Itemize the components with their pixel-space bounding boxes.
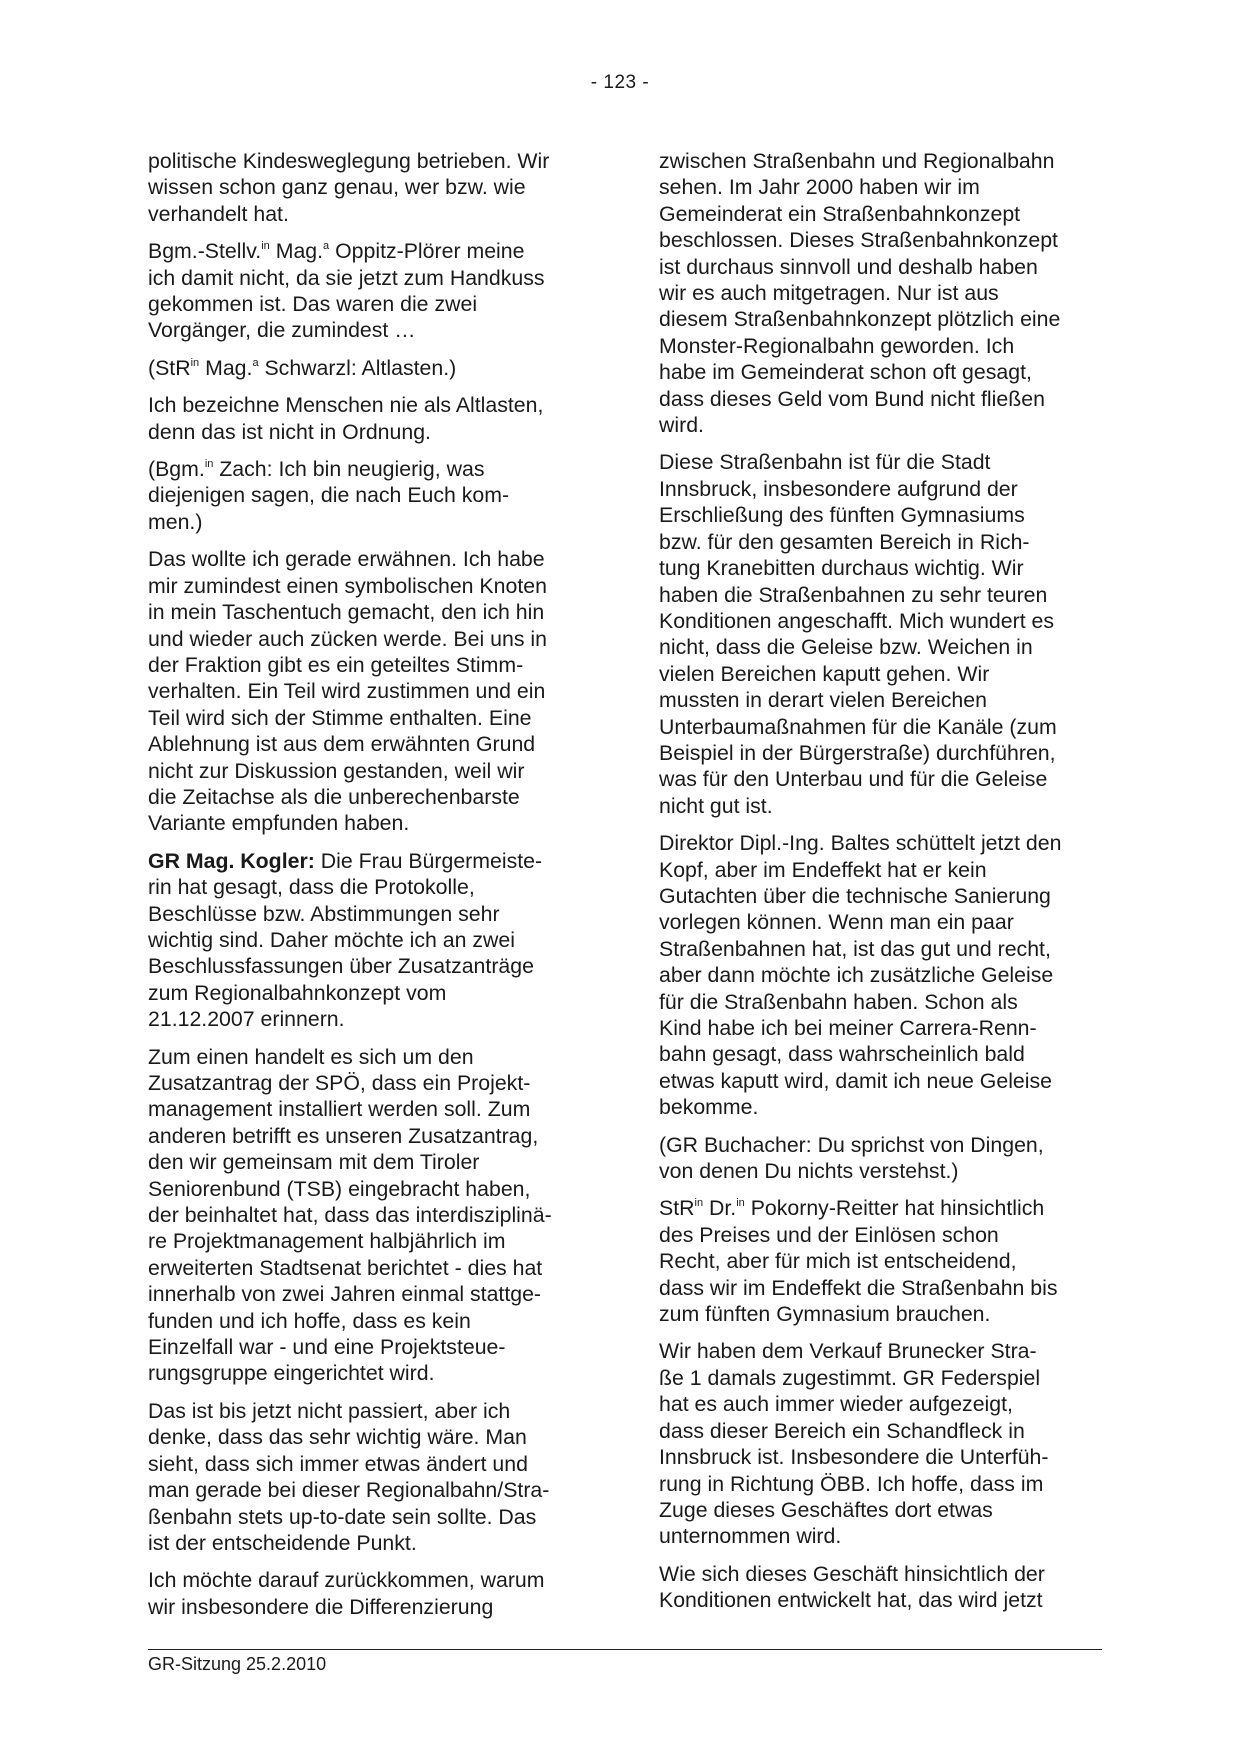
text-line: gekommen ist. Das waren die zwei: [148, 292, 478, 317]
text-line: ße 1 damals zugestimmt. GR Federspiel: [659, 1365, 1041, 1390]
text-line: unternommen wird.: [659, 1524, 842, 1549]
text-line: bahn gesagt, dass wahrscheinlich bald: [659, 1042, 1025, 1067]
text-line: Diese Straßenbahn ist für die Stadt: [659, 450, 991, 475]
text-line: beschlossen. Dieses Straßenbahnkonzept: [659, 228, 1058, 253]
text-line: nicht zur Diskussion gestanden, weil wir: [148, 758, 525, 783]
text-line: men.): [148, 509, 203, 534]
text-line: wird.: [659, 413, 704, 438]
text-line: der Fraktion gibt es ein geteiltes Stimm-: [148, 652, 524, 677]
text-line: Variante empfunden haben.: [148, 811, 410, 836]
text-line: vorlegen können. Wenn man ein paar: [659, 910, 1014, 935]
text-line: Ich bezeichne Menschen nie als Altlasten,: [148, 393, 544, 418]
text-line: Seniorenbund (TSB) eingebracht haben,: [148, 1176, 531, 1201]
text-line: zum fünften Gymnasium brauchen.: [659, 1302, 991, 1327]
left-paragraph-5: [148, 456, 618, 535]
text-line: wir insbesondere die Differenzierung: [148, 1594, 494, 1619]
text-line: sieht, dass sich immer etwas ändert und: [148, 1451, 528, 1476]
text-line: haben die Straßenbahnen zu sehr teuren: [659, 582, 1048, 607]
text-line: denn das ist nicht in Ordnung.: [148, 419, 431, 444]
text-line: re Projektmanagement halbjährlich im: [148, 1229, 506, 1254]
text-line: vielen Bereichen kaputt gehen. Wir: [659, 661, 990, 686]
text-line: Einzelfall war - und eine Projektsteue-: [148, 1335, 506, 1360]
text-line: rungsgruppe eingerichtet wird.: [148, 1361, 435, 1386]
text-line: Konditionen angeschafft. Mich wundert es: [659, 608, 1055, 633]
text-line: bzw. für den gesamten Bereich in Rich-: [659, 529, 1030, 554]
page-number: - 123 -: [590, 72, 650, 93]
right-paragraph-2: [659, 449, 1129, 819]
right-paragraph-5: [659, 1195, 1129, 1327]
text-line: Teil wird sich der Stimme enthalten. Eine: [148, 705, 532, 730]
text-line: verhalten. Ein Teil wird zustimmen und ein: [148, 679, 546, 704]
text-line: dass dieses Geld vom Bund nicht fließen: [659, 386, 1045, 411]
right-column: [659, 148, 1129, 1625]
text-line: (GR Buchacher: Du sprichst von Dingen,: [659, 1132, 1044, 1157]
text-line: Kopf, aber im Endeffekt hat er kein: [659, 857, 987, 882]
footer-session-date: GR-Sitzung 25.2.2010: [148, 1654, 327, 1674]
text-line: den wir gemeinsam mit dem Tiroler: [148, 1150, 480, 1175]
text-line: Zusatzantrag der SPÖ, dass ein Projekt-: [148, 1071, 531, 1095]
text-line: tung Kranebitten durchaus wichtig. Wir: [659, 556, 1024, 581]
text-line: ßenbahn stets up-to-date sein sollte. Das: [148, 1504, 537, 1529]
left-paragraph-9: [148, 1398, 618, 1556]
right-paragraph-6: [659, 1338, 1129, 1549]
text-line: GR Mag. Kogler: Die Frau Bürgermeiste-: [148, 848, 543, 873]
right-paragraph-1: [659, 148, 1129, 438]
footer-divider: [148, 1649, 1102, 1650]
text-line: in mein Taschentuch gemacht, den ich hin: [148, 600, 545, 625]
text-line: Innsbruck, insbesondere aufgrund der: [659, 476, 1018, 501]
text-line: die Zeitachse als die unberechenbarste: [148, 784, 520, 809]
text-line: wir es auch mitgetragen. Nur ist aus: [659, 281, 999, 306]
text-line: innerhalb von zwei Jahren einmal stattge-: [148, 1282, 542, 1307]
text-line: etwas kaputt wird, damit ich neue Geleise: [659, 1068, 1053, 1093]
text-line: Zuge dieses Geschäftes dort etwas: [659, 1497, 993, 1522]
text-line: Recht, aber für mich ist entscheidend,: [659, 1249, 1017, 1274]
text-line: Bgm.-Stellv.$^{in}$ Mag.$^a$ Oppitz-Plörer meine: [148, 239, 525, 264]
text-line: Gutachten über die technische Sanierung: [659, 883, 1051, 908]
text-line: denke, dass das sehr wichtig wäre. Man: [148, 1425, 527, 1450]
text-line: Beschlussfassungen über Zusatzanträge: [148, 954, 534, 979]
text-line: mussten in derart vielen Bereichen: [659, 688, 987, 713]
text-line: bekomme.: [659, 1095, 759, 1120]
left-paragraph-8: [148, 1044, 618, 1387]
text-line: mir zumindest einen symbolischen Knoten: [148, 573, 547, 598]
right-paragraph-3: [659, 830, 1129, 1120]
text-line: man gerade bei dieser Regionalbahn/Stra-: [148, 1478, 550, 1503]
left-paragraph-6: [148, 546, 618, 836]
right-paragraph-4: [659, 1132, 1129, 1185]
text-line: dass dieser Bereich ein Schandfleck in: [659, 1418, 1025, 1443]
text-line: Ich möchte darauf zurückkommen, warum: [148, 1568, 545, 1593]
text-line: erweiterten Stadtsenat berichtet - dies hat: [148, 1255, 543, 1280]
text-line: für die Straßenbahn haben. Schon als: [659, 989, 1018, 1014]
text-line: Das ist bis jetzt nicht passiert, aber ich: [148, 1398, 511, 1423]
text-line: verhandelt hat.: [148, 201, 289, 226]
text-line: zum Regionalbahnkonzept vom: [148, 980, 447, 1005]
text-line: dass wir im Endeffekt die Straßenbahn bis: [659, 1275, 1058, 1300]
text-line: Monster-Regionalbahn geworden. Ich: [659, 333, 1015, 358]
left-paragraph-7: [148, 848, 618, 1033]
text-line: der beinhaltet hat, dass das interdisziplinä-: [148, 1203, 552, 1228]
text-line: rin hat gesagt, dass die Protokolle,: [148, 875, 475, 900]
text-line: nicht, dass die Geleise bzw. Weichen in: [659, 635, 1033, 660]
text-line: (Bgm.$^{in}$ Zach: Ich bin neugierig, was: [148, 457, 485, 482]
text-line: des Preises und der Einlösen schon: [659, 1222, 999, 1247]
text-line: zwischen Straßenbahn und Regionalbahn: [659, 149, 1055, 173]
text-line: Beispiel in der Bürgerstraße) durchführen,: [659, 740, 1056, 765]
text-line: Direktor Dipl.-Ing. Baltes schüttelt jetzt den: [659, 831, 1062, 856]
text-line: Unterbaumaßnahmen für die Kanäle (zum: [659, 714, 1057, 739]
left-column: [148, 148, 618, 1631]
left-paragraph-10: [148, 1567, 618, 1620]
text-line: von denen Du nichts verstehst.): [659, 1159, 959, 1184]
text-line: habe im Gemeinderat schon oft gesagt,: [659, 360, 1032, 385]
text-line: Kind habe ich bei meiner Carrera-Renn-: [659, 1016, 1037, 1040]
text-line: politische Kindesweglegung betrieben. Wir: [148, 149, 550, 173]
text-line: ich damit nicht, da sie jetzt zum Handkuss: [148, 265, 545, 290]
text-line: Vorgänger, die zumindest …: [148, 318, 416, 343]
text-line: Innsbruck ist. Insbesondere die Unterfüh-: [659, 1445, 1049, 1470]
left-paragraph-4: [148, 392, 618, 445]
text-line: Wie sich dieses Geschäft hinsichtlich der: [659, 1561, 1045, 1586]
text-line: Konditionen entwickelt hat, das wird jetzt: [659, 1588, 1043, 1613]
text-line: wichtig sind. Daher möchte ich an zwei: [148, 927, 515, 952]
text-line: nicht gut ist.: [659, 793, 773, 818]
text-line: 21.12.2007 erinnern.: [148, 1007, 345, 1032]
text-line: Beschlüsse bzw. Abstimmungen sehr: [148, 901, 500, 926]
text-line: Gemeinderat ein Straßenbahnkonzept: [659, 201, 1021, 226]
text-line: StR$^{in}$ Dr.$^{in}$ Pokorny-Reitter hat hinsichtlich: [659, 1196, 1045, 1221]
text-line: (StR$^{in}$ Mag.$^a$ Schwarzl: Altlasten.): [148, 355, 457, 380]
text-line: Das wollte ich gerade erwähnen. Ich habe: [148, 547, 545, 572]
text-line: diesem Straßenbahnkonzept plötzlich eine: [659, 307, 1061, 332]
text-line: diejenigen sagen, die nach Euch kom-: [148, 483, 510, 508]
text-line: funden und ich hoffe, dass es kein: [148, 1308, 471, 1333]
text-line: ist der entscheidende Punkt.: [148, 1530, 417, 1555]
text-line: Ablehnung ist aus dem erwähnten Grund: [148, 732, 536, 757]
right-paragraph-7: [659, 1561, 1129, 1614]
left-paragraph-1: [148, 148, 618, 227]
left-paragraph-3: [148, 355, 618, 381]
text-line: wissen schon ganz genau, wer bzw. wie: [148, 175, 526, 200]
text-line: was für den Unterbau und für die Geleise: [659, 767, 1048, 792]
text-line: hat es auch immer wieder aufgezeigt,: [659, 1392, 1013, 1417]
text-line: sehen. Im Jahr 2000 haben wir im: [659, 175, 980, 200]
text-line: aber dann möchte ich zusätzliche Geleise: [659, 963, 1054, 988]
text-line: management installiert werden soll. Zum: [148, 1097, 531, 1122]
left-paragraph-2: [148, 238, 618, 344]
text-line: anderen betrifft es unseren Zusatzantrag,: [148, 1123, 539, 1148]
text-line: rung in Richtung ÖBB. Ich hoffe, dass im: [659, 1471, 1044, 1496]
text-line: Straßenbahnen hat, ist das gut und recht,: [659, 936, 1051, 961]
text-line: Erschließung des fünften Gymnasiums: [659, 503, 1025, 528]
text-line: und wieder auch zücken werde. Bei uns in: [148, 626, 547, 651]
text-line: Zum einen handelt es sich um den: [148, 1044, 474, 1069]
text-line: ist durchaus sinnvoll und deshalb haben: [659, 254, 1038, 279]
text-line: Wir haben dem Verkauf Brunecker Stra-: [659, 1339, 1037, 1364]
